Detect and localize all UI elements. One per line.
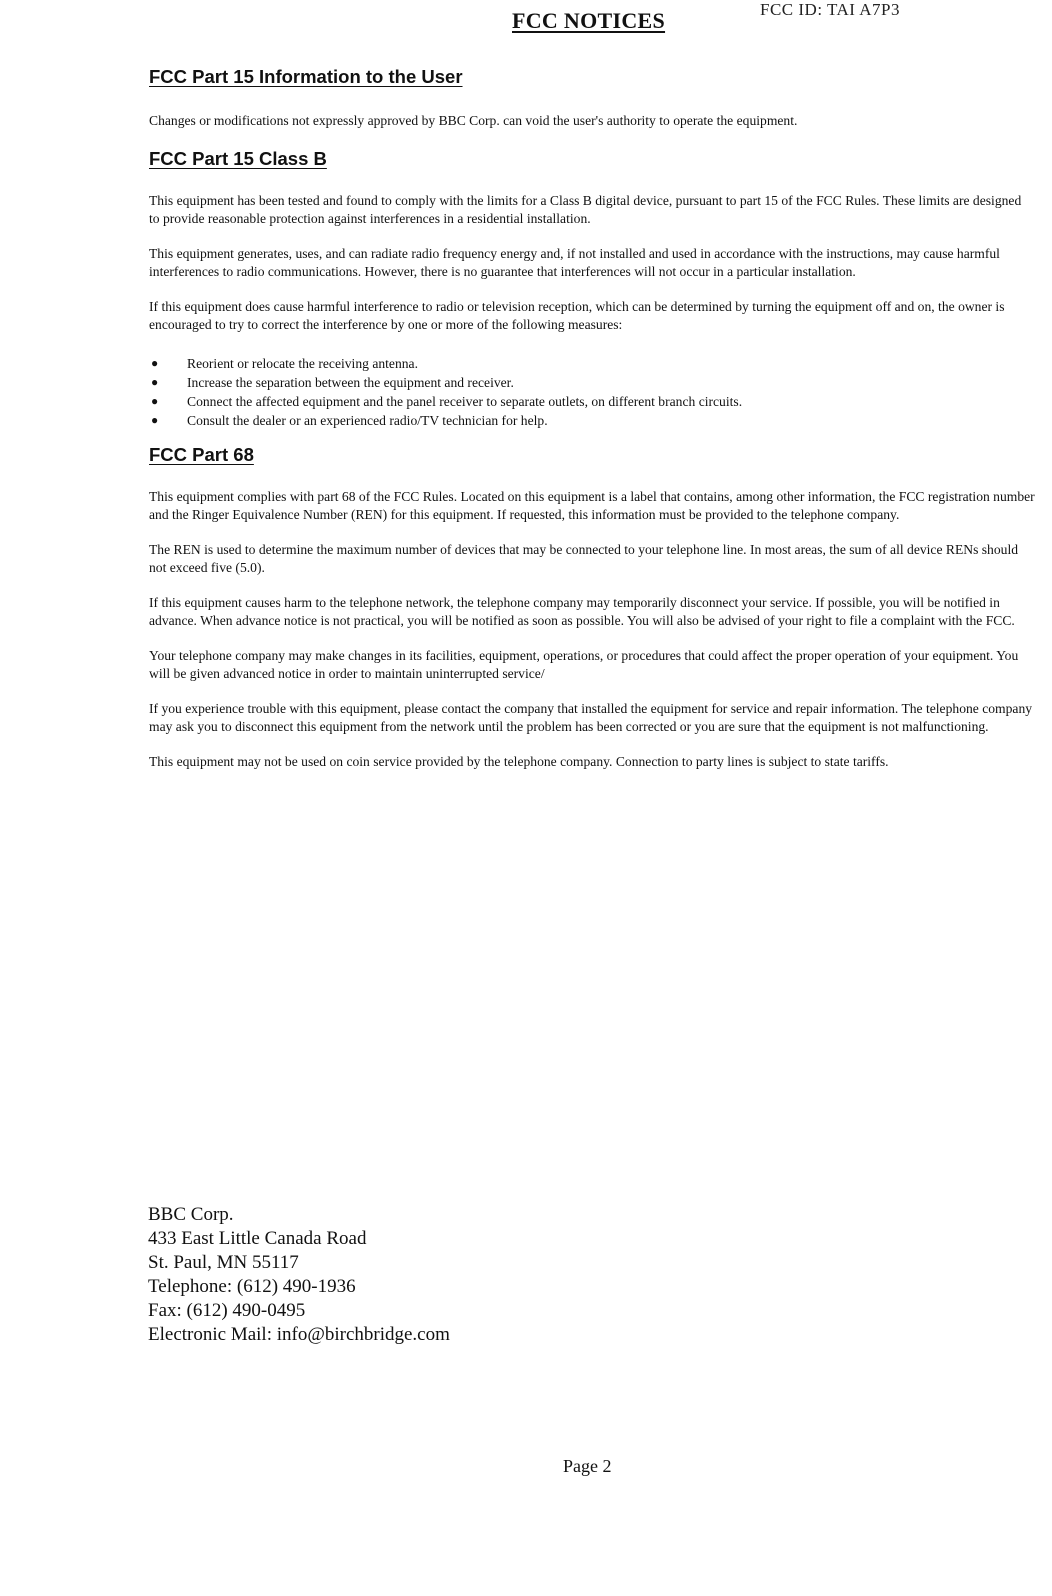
paragraph: This equipment may not be used on coin service provided by the telephone company. Connection to party lines is subject to state tariffs. bbox=[149, 754, 889, 769]
list-item-text: Reorient or relocate the receiving antenna. bbox=[187, 356, 418, 371]
fcc-id-label: FCC ID: TAI A7P3 bbox=[760, 0, 900, 19]
page-title: FCC NOTICES bbox=[512, 8, 666, 33]
email: Electronic Mail: info@birchbridge.com bbox=[148, 1324, 450, 1345]
paragraph: The REN is used to determine the maximum number of devices that may be connected to your telephone line. In most areas, the sum of all device RENs should not exceed five (5.0). bbox=[149, 542, 1019, 575]
list-item bbox=[149, 354, 1035, 373]
list-item-text: Connect the affected equipment and the panel receiver to separate outlets, on different branch circuits. bbox=[187, 394, 743, 409]
list-item bbox=[149, 373, 1035, 392]
section-heading-part68: FCC Part 68 bbox=[149, 444, 254, 465]
bullet-icon: ● bbox=[151, 394, 159, 408]
paragraph: If this equipment does cause harmful interference to radio or television reception, which can be determined by turning the equipment off and on, the owner is encouraged to try to correct the interference by one or more of the following measures: bbox=[149, 299, 1005, 332]
page-number: Page 2 bbox=[563, 1456, 612, 1476]
company-address-block bbox=[148, 1203, 450, 1347]
city-state-zip: St. Paul, MN 55117 bbox=[148, 1252, 299, 1273]
bullet-icon: ● bbox=[151, 375, 159, 389]
telephone: Telephone: (612) 490-1936 bbox=[148, 1276, 356, 1297]
measures-list bbox=[149, 354, 1035, 430]
list-item-text: Consult the dealer or an experienced radio/TV technician for help. bbox=[187, 413, 548, 428]
paragraph: Your telephone company may make changes in its facilities, equipment, operations, or procedures that could affect the proper operation of your equipment. You will be given advanced notice in order to maintain uninterrupted service/ bbox=[149, 648, 1019, 681]
paragraph: If you experience trouble with this equipment, please contact the company that installed the equipment for service and repair information. The telephone company may ask you to disconnect this equipment from the network until the problem has been corrected or you are sure that the equipment is not malfunctioning. bbox=[149, 701, 1033, 734]
paragraph: Changes or modifications not expressly approved by BBC Corp. can void the user's authority to operate the equipment. bbox=[149, 113, 798, 128]
list-item bbox=[149, 411, 1035, 430]
paragraph: If this equipment causes harm to the telephone network, the telephone company may temporarily disconnect your service. If possible, you will be notified in advance. When advance notice is not practical, you will be notified as soon as possible. You will also be advised of your right to file a complaint with the FCC. bbox=[149, 595, 1015, 628]
section-heading-part15-classb: FCC Part 15 Class B bbox=[149, 148, 327, 169]
bullet-icon: ● bbox=[151, 413, 159, 427]
bullet-icon: ● bbox=[151, 356, 159, 370]
list-item bbox=[149, 392, 1035, 411]
fax: Fax: (612) 490-0495 bbox=[148, 1300, 306, 1321]
company-name: BBC Corp. bbox=[148, 1204, 234, 1225]
paragraph: This equipment has been tested and found to comply with the limits for a Class B digital device, pursuant to part 15 of the FCC Rules. These limits are designed to provide reasonable protection against interferences in a residential installation. bbox=[149, 193, 1022, 226]
paragraph: This equipment generates, uses, and can radiate radio frequency energy and, if not installed and used in accordance with the instructions, may cause harmful interferences to radio communications. However, there is no guarantee that interferences will not occur in a particular installation. bbox=[149, 246, 1000, 279]
document-body bbox=[149, 66, 1035, 771]
paragraph: This equipment complies with part 68 of the FCC Rules. Located on this equipment is a label that contains, among other information, the FCC registration number and the Ringer Equivalence Number (REN) for this equipment. If requested, this information must be provided to the telephone company. bbox=[149, 489, 1035, 522]
street-address: 433 East Little Canada Road bbox=[148, 1228, 367, 1249]
list-item-text: Increase the separation between the equipment and receiver. bbox=[187, 375, 514, 390]
section-heading-part15-user: FCC Part 15 Information to the User bbox=[149, 66, 463, 87]
